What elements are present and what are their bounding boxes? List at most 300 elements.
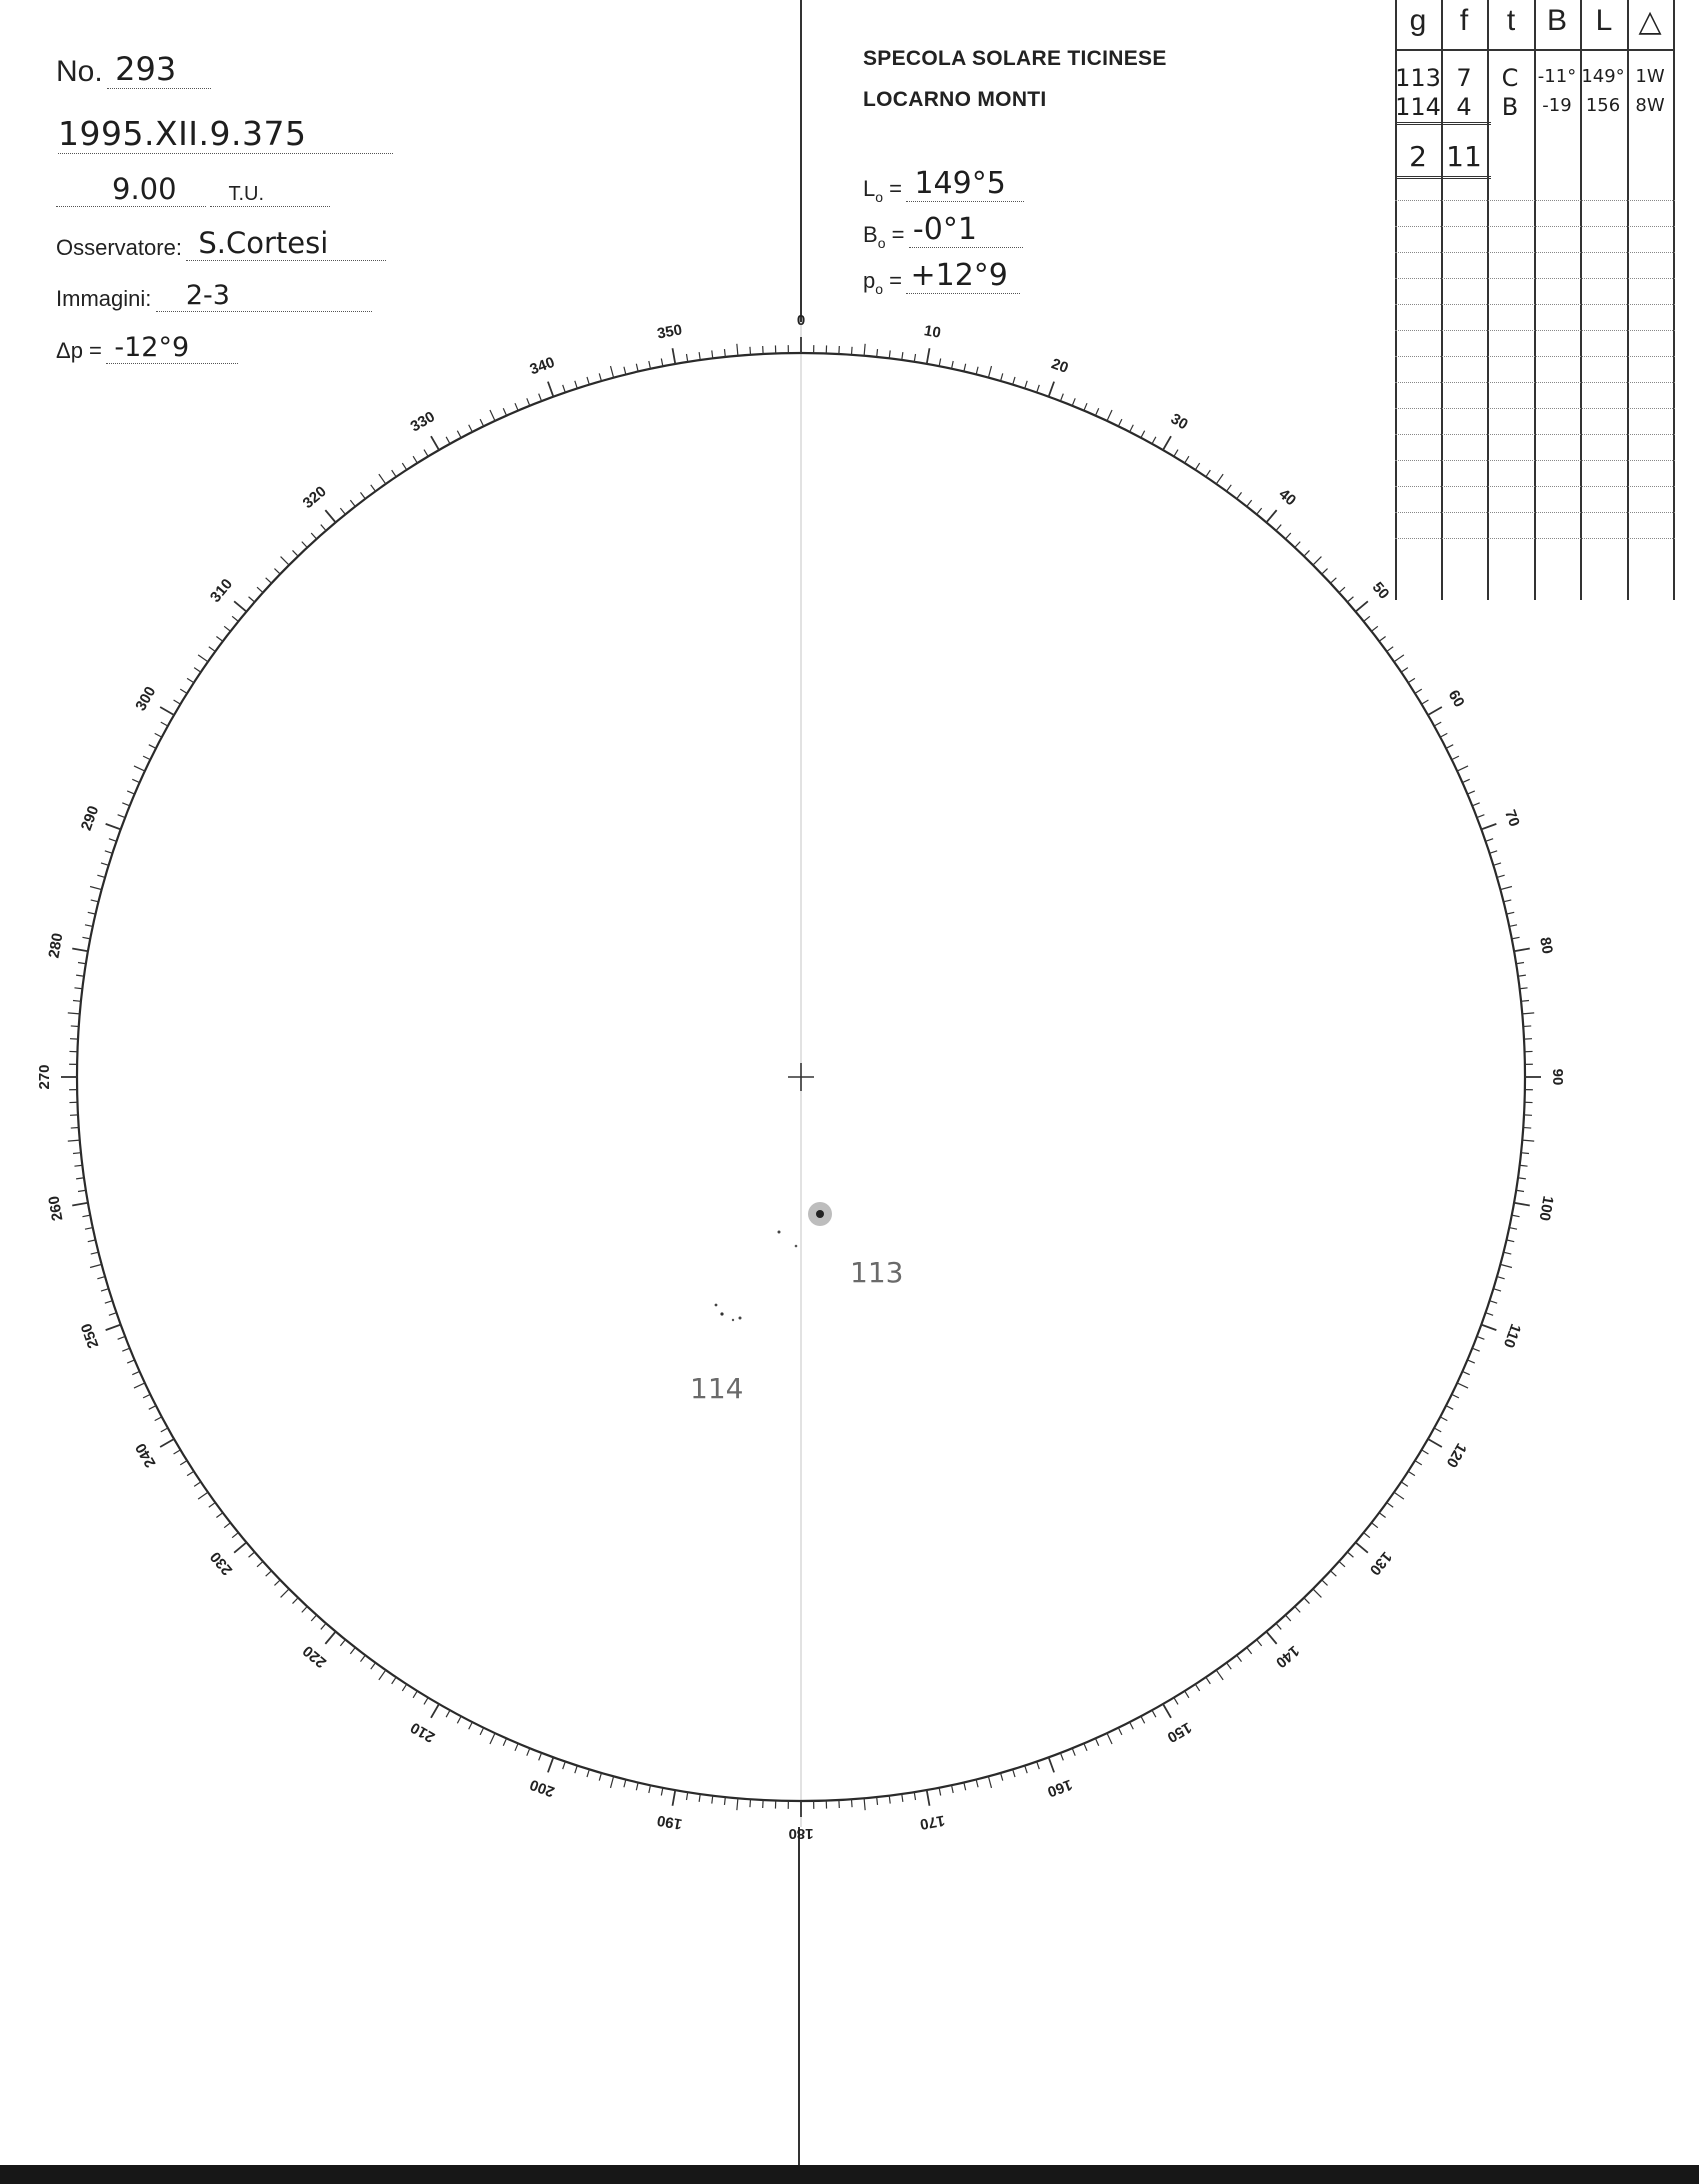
degree-tick bbox=[503, 1738, 506, 1745]
degree-tick bbox=[1481, 1325, 1496, 1330]
degree-tick bbox=[864, 344, 865, 356]
degree-label-220: 220 bbox=[299, 1641, 330, 1672]
degree-tick bbox=[224, 626, 230, 631]
degree-label-230: 230 bbox=[206, 1548, 237, 1579]
degree-tick bbox=[209, 647, 215, 652]
degree-tick bbox=[232, 616, 238, 621]
degree-tick bbox=[1446, 1406, 1453, 1410]
delta-p-label: Δp = bbox=[56, 338, 102, 363]
degree-tick bbox=[281, 1589, 289, 1597]
degree-tick bbox=[712, 350, 713, 358]
degree-tick bbox=[293, 1598, 299, 1604]
P0-sub: o bbox=[875, 281, 884, 297]
degree-tick bbox=[74, 988, 82, 989]
degree-tick bbox=[1514, 1203, 1530, 1206]
degree-tick bbox=[575, 1766, 577, 1774]
degree-tick bbox=[611, 366, 614, 378]
degree-tick bbox=[216, 636, 222, 641]
degree-tick bbox=[76, 1178, 84, 1179]
degree-tick bbox=[503, 408, 506, 415]
degree-tick bbox=[1276, 1623, 1281, 1629]
B0-value: -0°1 bbox=[909, 212, 1023, 248]
degree-tick bbox=[161, 1428, 168, 1432]
degree-tick bbox=[1512, 937, 1520, 939]
degree-tick bbox=[1522, 1140, 1534, 1141]
degree-tick bbox=[1446, 745, 1453, 749]
degree-label-80: 80 bbox=[1536, 935, 1556, 956]
degree-tick bbox=[88, 1240, 96, 1242]
degree-tick bbox=[1037, 385, 1040, 393]
degree-tick bbox=[1331, 578, 1337, 583]
degree-tick bbox=[1072, 1748, 1075, 1755]
degree-label-290: 290 bbox=[77, 803, 103, 833]
degree-tick bbox=[1506, 912, 1514, 914]
degree-tick bbox=[249, 597, 255, 602]
degree-tick bbox=[527, 1748, 530, 1755]
degree-tick bbox=[122, 1348, 129, 1351]
degree-tick bbox=[1506, 1240, 1514, 1242]
degree-tick bbox=[1049, 1757, 1054, 1772]
degree-tick bbox=[340, 508, 345, 514]
degree-tick bbox=[1364, 616, 1370, 621]
degree-tick bbox=[109, 1313, 117, 1316]
degree-tick bbox=[402, 463, 406, 470]
degree-tick bbox=[527, 398, 530, 405]
degree-tick bbox=[575, 381, 577, 389]
degree-tick bbox=[1434, 1428, 1441, 1432]
degree-tick bbox=[101, 1289, 109, 1291]
degree-label-160: 160 bbox=[1045, 1775, 1075, 1801]
degree-tick bbox=[73, 1153, 81, 1154]
degree-tick bbox=[515, 403, 518, 410]
degree-tick bbox=[249, 1552, 255, 1557]
degree-tick bbox=[864, 1798, 865, 1810]
degree-tick bbox=[1037, 1762, 1040, 1770]
degree-label-120: 120 bbox=[1442, 1440, 1470, 1471]
degree-tick bbox=[750, 1799, 751, 1807]
degree-tick bbox=[939, 358, 941, 366]
degree-tick bbox=[293, 550, 299, 556]
degree-tick bbox=[91, 900, 99, 902]
degree-tick bbox=[737, 344, 738, 356]
time-unit: T.U. bbox=[210, 183, 330, 207]
degree-tick bbox=[1313, 557, 1321, 565]
degree-tick bbox=[1490, 851, 1498, 853]
degree-tick bbox=[939, 1788, 941, 1796]
degree-tick bbox=[1503, 1252, 1511, 1254]
degree-tick bbox=[1503, 900, 1511, 902]
degree-label-110: 110 bbox=[1499, 1321, 1525, 1351]
degree-label-100: 100 bbox=[1535, 1194, 1557, 1223]
table-cell: 114 bbox=[1395, 93, 1441, 121]
degree-tick bbox=[1118, 1728, 1122, 1735]
degree-tick bbox=[132, 1371, 139, 1374]
institution-line-1: SPECOLA SOLARE TICINESE bbox=[863, 47, 1167, 70]
degree-tick bbox=[1095, 408, 1098, 415]
degree-tick bbox=[480, 1728, 484, 1735]
B0-label: B bbox=[863, 222, 878, 247]
B0-sub: o bbox=[877, 235, 886, 251]
number-value: 293 bbox=[107, 50, 211, 89]
degree-tick bbox=[1520, 1165, 1528, 1166]
degree-tick bbox=[1521, 1153, 1529, 1154]
degree-tick bbox=[198, 1492, 208, 1499]
table-header-B: B bbox=[1546, 4, 1567, 37]
degree-tick bbox=[1152, 437, 1156, 444]
degree-tick bbox=[1072, 398, 1075, 405]
degree-tick bbox=[457, 431, 461, 438]
degree-tick bbox=[1247, 500, 1252, 506]
institution-line-2: LOCARNO MONTI bbox=[863, 88, 1047, 111]
degree-tick bbox=[1266, 1632, 1276, 1644]
degree-tick bbox=[1304, 550, 1310, 556]
degree-tick bbox=[1462, 1371, 1469, 1374]
degree-tick bbox=[1195, 1684, 1199, 1691]
sunspot-114-pore bbox=[739, 1317, 742, 1320]
degree-tick bbox=[122, 803, 129, 806]
degree-tick bbox=[563, 385, 566, 393]
degree-tick bbox=[587, 377, 589, 385]
degree-label-260: 260 bbox=[45, 1194, 67, 1223]
degree-label-90: 90 bbox=[1549, 1068, 1567, 1086]
total-spots: 11 bbox=[1446, 140, 1482, 173]
degree-tick bbox=[1141, 431, 1145, 438]
degree-tick bbox=[1516, 1190, 1524, 1191]
degree-tick bbox=[350, 1648, 355, 1654]
degree-tick bbox=[379, 1670, 386, 1680]
degree-tick bbox=[1049, 382, 1054, 397]
degree-tick bbox=[649, 361, 651, 369]
degree-tick bbox=[109, 839, 117, 842]
degree-tick bbox=[402, 1684, 406, 1691]
degree-tick bbox=[274, 1580, 280, 1586]
degree-tick bbox=[78, 1190, 86, 1191]
degree-tick bbox=[964, 1782, 966, 1790]
images-label: Immagini: bbox=[56, 286, 152, 311]
degree-tick bbox=[1516, 962, 1524, 963]
degree-tick bbox=[1118, 419, 1122, 426]
scan-edge-band bbox=[0, 2165, 1699, 2184]
degree-label-130: 130 bbox=[1365, 1548, 1396, 1579]
degree-label-330: 330 bbox=[407, 408, 438, 436]
degree-tick bbox=[106, 1325, 121, 1330]
degree-tick bbox=[563, 1762, 566, 1770]
table-header-g: g bbox=[1409, 4, 1427, 37]
degree-tick bbox=[1523, 1026, 1531, 1027]
degree-tick bbox=[1025, 381, 1027, 389]
table-header-t: t bbox=[1506, 4, 1516, 37]
degree-tick bbox=[490, 410, 495, 421]
degree-tick bbox=[174, 700, 181, 704]
degree-tick bbox=[976, 367, 978, 375]
sunspot-114-pore bbox=[715, 1304, 718, 1307]
degree-tick bbox=[1467, 1360, 1474, 1363]
degree-tick bbox=[1364, 1533, 1370, 1538]
degree-tick bbox=[105, 1301, 113, 1303]
degree-tick bbox=[624, 1779, 626, 1787]
degree-tick bbox=[371, 485, 376, 491]
degree-tick bbox=[1457, 766, 1468, 771]
degree-tick bbox=[1174, 450, 1178, 457]
sunspot-114-pore bbox=[732, 1319, 734, 1321]
degree-tick bbox=[155, 1417, 162, 1421]
degree-tick bbox=[469, 425, 473, 432]
degree-tick bbox=[413, 456, 417, 463]
degree-tick bbox=[724, 349, 725, 357]
degree-tick bbox=[1107, 410, 1112, 421]
degree-tick bbox=[74, 1165, 82, 1166]
degree-label-250: 250 bbox=[77, 1321, 103, 1351]
degree-tick bbox=[71, 1026, 79, 1027]
degree-tick bbox=[976, 1779, 978, 1787]
degree-tick bbox=[1452, 1394, 1459, 1398]
degree-tick bbox=[1339, 1561, 1345, 1566]
degree-tick bbox=[392, 470, 396, 477]
degree-tick bbox=[198, 655, 208, 662]
degree-tick bbox=[325, 510, 335, 522]
degree-tick bbox=[539, 1753, 542, 1760]
degree-tick bbox=[1477, 1336, 1484, 1339]
degree-tick bbox=[1452, 756, 1459, 760]
degree-tick bbox=[1285, 1615, 1290, 1621]
degree-tick bbox=[1462, 779, 1469, 782]
degree-tick bbox=[234, 1542, 246, 1552]
degree-tick bbox=[539, 394, 542, 401]
P0-value: +12°9 bbox=[906, 258, 1020, 294]
degree-tick bbox=[1415, 1461, 1422, 1465]
degree-tick bbox=[1472, 803, 1479, 806]
degree-tick bbox=[1322, 1580, 1328, 1586]
degree-tick bbox=[686, 354, 687, 362]
degree-tick bbox=[673, 348, 676, 364]
degree-tick bbox=[1013, 377, 1015, 385]
degree-tick bbox=[1490, 1301, 1498, 1303]
degree-tick bbox=[1347, 597, 1353, 602]
delta-p-value: -12°9 bbox=[106, 332, 238, 364]
degree-tick bbox=[446, 1710, 450, 1717]
degree-tick bbox=[1493, 1289, 1501, 1291]
table-cell: -11° bbox=[1537, 66, 1577, 87]
degree-tick bbox=[1266, 510, 1276, 522]
degree-tick bbox=[379, 474, 386, 484]
degree-tick bbox=[1422, 1450, 1429, 1454]
degree-tick bbox=[1509, 925, 1517, 927]
degree-tick bbox=[686, 1792, 687, 1800]
degree-tick bbox=[587, 1769, 589, 1777]
degree-tick bbox=[1379, 1513, 1385, 1518]
degree-tick bbox=[1440, 1417, 1447, 1421]
degree-tick bbox=[180, 689, 187, 693]
degree-tick bbox=[340, 1640, 345, 1646]
degree-tick bbox=[68, 1013, 80, 1014]
degree-tick bbox=[274, 569, 280, 575]
degree-tick bbox=[1216, 1670, 1223, 1680]
B0-equals: = bbox=[885, 222, 905, 247]
degree-tick bbox=[737, 1798, 738, 1810]
degree-tick bbox=[82, 937, 90, 939]
table-header-L: L bbox=[1595, 4, 1613, 37]
degree-tick bbox=[988, 366, 991, 378]
degree-tick bbox=[1457, 1383, 1468, 1388]
degree-tick bbox=[952, 1785, 954, 1793]
degree-tick bbox=[302, 1607, 307, 1613]
degree-tick bbox=[1372, 1523, 1378, 1528]
degree-tick bbox=[1408, 678, 1415, 682]
degree-tick bbox=[1216, 474, 1223, 484]
degree-label-200: 200 bbox=[527, 1775, 557, 1801]
degree-label-0: 0 bbox=[796, 311, 806, 329]
degree-tick bbox=[1339, 587, 1345, 592]
degree-tick bbox=[1013, 1769, 1015, 1777]
degree-tick bbox=[1227, 485, 1232, 491]
degree-label-190: 190 bbox=[655, 1811, 684, 1833]
degree-label-50: 50 bbox=[1368, 578, 1393, 603]
degree-tick bbox=[852, 347, 853, 355]
degree-tick bbox=[311, 1615, 316, 1621]
degree-tick bbox=[350, 500, 355, 506]
degree-tick bbox=[1237, 492, 1242, 498]
table-cell: 156 bbox=[1585, 95, 1621, 116]
images-value: 2-3 bbox=[156, 280, 372, 312]
degree-tick bbox=[392, 1677, 396, 1684]
degree-label-40: 40 bbox=[1275, 485, 1300, 510]
degree-tick bbox=[1130, 425, 1134, 432]
degree-tick bbox=[548, 1757, 553, 1772]
degree-tick bbox=[1497, 875, 1505, 877]
degree-tick bbox=[599, 1773, 601, 1781]
degree-tick bbox=[927, 1790, 930, 1806]
L0-equals: = bbox=[883, 176, 903, 201]
P0-equals: = bbox=[883, 268, 903, 293]
degree-tick bbox=[914, 1792, 915, 1800]
degree-tick bbox=[1237, 1655, 1242, 1661]
degree-tick bbox=[724, 1797, 725, 1805]
degree-tick bbox=[1130, 1722, 1134, 1729]
degree-tick bbox=[160, 707, 174, 715]
degree-tick bbox=[76, 975, 84, 976]
degree-label-280: 280 bbox=[45, 931, 67, 960]
sunspot-113-umbra bbox=[816, 1210, 824, 1218]
degree-tick bbox=[661, 358, 663, 366]
degree-label-60: 60 bbox=[1444, 687, 1468, 711]
degree-tick bbox=[82, 1215, 90, 1217]
table-cell: 1W bbox=[1635, 66, 1665, 87]
degree-tick bbox=[1060, 394, 1063, 401]
observer-label: Osservatore: bbox=[56, 235, 182, 260]
degree-tick bbox=[1107, 1733, 1112, 1744]
degree-tick bbox=[1428, 707, 1442, 715]
L0-value: 149°5 bbox=[906, 166, 1024, 202]
degree-tick bbox=[1428, 1439, 1442, 1447]
degree-tick bbox=[118, 815, 125, 818]
degree-tick bbox=[91, 1252, 99, 1254]
degree-tick bbox=[78, 962, 86, 963]
degree-tick bbox=[1001, 373, 1003, 381]
degree-tick bbox=[1163, 1704, 1171, 1718]
degree-tick bbox=[118, 1336, 125, 1339]
degree-label-310: 310 bbox=[206, 575, 237, 606]
degree-tick bbox=[1372, 626, 1378, 631]
group-label-114: 114 bbox=[690, 1372, 744, 1405]
degree-tick bbox=[1295, 1607, 1300, 1613]
degree-tick bbox=[964, 364, 966, 372]
degree-tick bbox=[1185, 1691, 1189, 1698]
degree-label-270: 270 bbox=[35, 1064, 53, 1090]
degree-tick bbox=[321, 525, 326, 531]
degree-tick bbox=[143, 756, 150, 760]
degree-tick bbox=[266, 578, 272, 583]
degree-tick bbox=[649, 1785, 651, 1793]
degree-tick bbox=[85, 1228, 93, 1230]
degree-tick bbox=[1084, 1743, 1087, 1750]
degree-tick bbox=[1467, 791, 1474, 794]
degree-label-180: 180 bbox=[788, 1825, 814, 1843]
degree-tick bbox=[1152, 1710, 1156, 1717]
degree-tick bbox=[1512, 1215, 1520, 1217]
degree-tick bbox=[68, 1140, 80, 1141]
degree-tick bbox=[160, 1439, 174, 1447]
degree-tick bbox=[1141, 1716, 1145, 1723]
degree-tick bbox=[149, 1406, 156, 1410]
number-label: No. bbox=[56, 55, 103, 88]
degree-tick bbox=[1379, 636, 1385, 641]
degree-tick bbox=[1163, 436, 1171, 450]
degree-tick bbox=[431, 1704, 439, 1718]
degree-tick bbox=[194, 668, 201, 672]
degree-tick bbox=[1387, 1503, 1393, 1508]
degree-label-350: 350 bbox=[655, 321, 684, 343]
degree-tick bbox=[1522, 1013, 1534, 1014]
table-cell: 7 bbox=[1456, 64, 1472, 92]
degree-tick bbox=[187, 1471, 194, 1475]
total-groups: 2 bbox=[1409, 140, 1427, 173]
degree-tick bbox=[1322, 569, 1328, 575]
degree-tick bbox=[469, 1722, 473, 1729]
degree-tick bbox=[1518, 1178, 1526, 1179]
degree-tick bbox=[105, 851, 113, 853]
degree-tick bbox=[1025, 1766, 1027, 1774]
degree-tick bbox=[209, 1503, 215, 1508]
degree-tick bbox=[1331, 1571, 1337, 1576]
degree-label-240: 240 bbox=[132, 1440, 160, 1471]
degree-tick bbox=[515, 1743, 518, 1750]
degree-tick bbox=[1422, 700, 1429, 704]
table-cell: C bbox=[1501, 64, 1519, 92]
degree-tick bbox=[1514, 949, 1530, 952]
degree-tick bbox=[224, 1523, 230, 1528]
degree-tick bbox=[1227, 1663, 1232, 1669]
degree-tick bbox=[1206, 470, 1210, 477]
degree-label-170: 170 bbox=[918, 1811, 947, 1833]
degree-tick bbox=[889, 1796, 890, 1804]
observer-value: S.Cortesi bbox=[186, 226, 386, 261]
degree-tick bbox=[1401, 668, 1408, 672]
degree-tick bbox=[1247, 1648, 1252, 1654]
degree-tick bbox=[699, 1794, 700, 1802]
degree-tick bbox=[480, 419, 484, 426]
degree-tick bbox=[149, 745, 156, 749]
degree-tick bbox=[234, 601, 246, 611]
degree-tick bbox=[699, 352, 700, 360]
degree-tick bbox=[1523, 1128, 1531, 1129]
degree-tick bbox=[321, 1623, 326, 1629]
table-cell: 149° bbox=[1581, 66, 1625, 87]
degree-tick bbox=[134, 1383, 145, 1388]
P0-label: p bbox=[863, 268, 876, 293]
degree-tick bbox=[1257, 508, 1262, 514]
degree-tick bbox=[72, 949, 88, 952]
sunspot-114-pore bbox=[720, 1312, 723, 1315]
